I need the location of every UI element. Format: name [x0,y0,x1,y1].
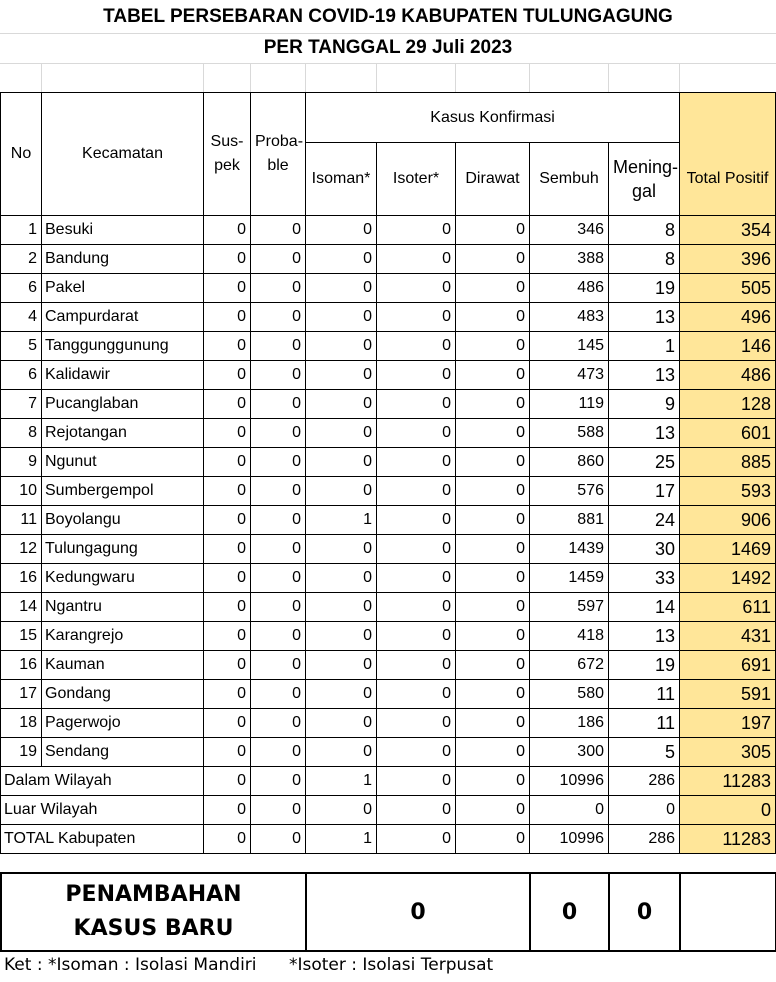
summary-sembuh: 10996 [530,767,609,796]
row-sembuh: 881 [530,506,609,535]
row-no: 18 [1,709,42,738]
row-dirawat: 0 [456,535,530,564]
row-meninggal: 13 [609,419,680,448]
table-row [1,448,776,477]
row-no: 5 [1,332,42,361]
row-sembuh: 300 [530,738,609,767]
row-suspek: 0 [204,448,251,477]
row-kecamatan: Tulungagung [42,535,204,564]
blank-gridline-v [305,63,306,92]
row-kecamatan: Bandung [42,245,204,274]
row-probable: 0 [251,448,306,477]
penambahan-table [0,872,776,952]
row-isoman: 1 [306,506,377,535]
row-isoter: 0 [377,361,456,390]
row-kecamatan: Pakel [42,274,204,303]
row-isoter: 0 [377,274,456,303]
row-meninggal: 8 [609,245,680,274]
table-row [1,593,776,622]
row-no: 6 [1,274,42,303]
table-row [1,651,776,680]
row-kecamatan: Tanggunggunung [42,332,204,361]
row-no: 17 [1,680,42,709]
blank-gridline-v [250,63,251,92]
table-row [1,245,776,274]
row-dirawat: 0 [456,332,530,361]
blank-gridline-v [376,63,377,92]
row-no: 4 [1,303,42,332]
row-meninggal: 19 [609,274,680,303]
summary-sembuh: 10996 [530,825,609,854]
row-isoter: 0 [377,390,456,419]
row-meninggal: 19 [609,651,680,680]
row-suspek: 0 [204,419,251,448]
row-isoter: 0 [377,419,456,448]
blank-gridline-v [679,63,680,92]
row-probable: 0 [251,274,306,303]
row-probable: 0 [251,738,306,767]
row-probable: 0 [251,332,306,361]
row-kecamatan: Rejotangan [42,419,204,448]
penambahan-total [680,873,776,951]
summary-isoman: 1 [306,825,377,854]
table-row [1,419,776,448]
row-meninggal: 11 [609,680,680,709]
row-suspek: 0 [204,709,251,738]
row-no: 6 [1,361,42,390]
header-meninggal: Mening-gal [609,143,680,216]
row-isoman: 0 [306,390,377,419]
table-row [1,216,776,245]
summary-probable: 0 [251,825,306,854]
row-suspek: 0 [204,564,251,593]
row-no: 14 [1,593,42,622]
blank-gridline [0,63,776,64]
row-meninggal: 33 [609,564,680,593]
row-isoman: 0 [306,709,377,738]
table-subtitle: PER TANGGAL 29 Juli 2023 [263,37,513,58]
row-isoman: 0 [306,622,377,651]
row-isoman: 0 [306,448,377,477]
header-suspek: Sus-pek [204,93,251,216]
summary-meninggal: 0 [609,796,680,825]
table-row [1,680,776,709]
row-sembuh: 588 [530,419,609,448]
row-sembuh: 483 [530,303,609,332]
penambahan-label [1,873,306,951]
blank-gridline-v [608,63,609,92]
row-total-positif: 593 [680,477,776,506]
row-suspek: 0 [204,216,251,245]
row-meninggal: 9 [609,390,680,419]
row-isoman: 0 [306,738,377,767]
row-probable: 0 [251,535,306,564]
row-no: 7 [1,390,42,419]
row-meninggal: 1 [609,332,680,361]
row-dirawat: 0 [456,680,530,709]
row-total-positif: 591 [680,680,776,709]
row-meninggal: 17 [609,477,680,506]
row-total-positif: 146 [680,332,776,361]
row-kecamatan: Karangrejo [42,622,204,651]
row-sembuh: 145 [530,332,609,361]
row-kecamatan: Kalidawir [42,361,204,390]
row-total-positif: 1492 [680,564,776,593]
row-isoman: 0 [306,303,377,332]
row-meninggal: 8 [609,216,680,245]
header-kasus-konfirmasi: Kasus Konfirmasi [306,93,680,143]
row-kecamatan: Pagerwojo [42,709,204,738]
blank-gridline-v [455,63,456,92]
header-no: No [1,93,42,216]
row-dirawat: 0 [456,506,530,535]
row-dirawat: 0 [456,477,530,506]
row-meninggal: 13 [609,622,680,651]
blank-gridline-v [529,63,530,92]
row-suspek: 0 [204,477,251,506]
row-probable: 0 [251,419,306,448]
row-dirawat: 0 [456,274,530,303]
penambahan-label-line2: KASUS BARU [73,916,234,941]
covid-table [0,92,776,854]
row-meninggal: 13 [609,303,680,332]
row-dirawat: 0 [456,245,530,274]
row-dirawat: 0 [456,651,530,680]
row-kecamatan: Sumbergempol [42,477,204,506]
row-total-positif: 1469 [680,535,776,564]
summary-meninggal: 286 [609,767,680,796]
penambahan-isoman: 0 [306,873,530,951]
row-suspek: 0 [204,361,251,390]
header-total-positif-top [680,93,776,143]
row-sembuh: 580 [530,680,609,709]
footnote [4,955,493,975]
row-suspek: 0 [204,245,251,274]
summary-isoter: 0 [377,825,456,854]
row-probable: 0 [251,593,306,622]
row-sembuh: 473 [530,361,609,390]
row-suspek: 0 [204,535,251,564]
summary-total-positif: 0 [680,796,776,825]
row-no: 8 [1,419,42,448]
row-probable: 0 [251,680,306,709]
row-isoman: 0 [306,535,377,564]
row-meninggal: 5 [609,738,680,767]
row-total-positif: 691 [680,651,776,680]
row-sembuh: 119 [530,390,609,419]
table-row [1,738,776,767]
row-isoter: 0 [377,564,456,593]
penambahan-label-line1: PENAMBAHAN [65,882,242,907]
row-suspek: 0 [204,680,251,709]
row-meninggal: 11 [609,709,680,738]
row-probable: 0 [251,245,306,274]
row-dirawat: 0 [456,564,530,593]
row-kecamatan: Besuki [42,216,204,245]
row-kecamatan: Gondang [42,680,204,709]
row-probable: 0 [251,651,306,680]
row-sembuh: 576 [530,477,609,506]
table-row [1,332,776,361]
row-meninggal: 14 [609,593,680,622]
summary-meninggal: 286 [609,825,680,854]
table-row [1,274,776,303]
row-isoman: 0 [306,477,377,506]
row-suspek: 0 [204,622,251,651]
row-probable: 0 [251,564,306,593]
row-isoman: 0 [306,593,377,622]
summary-label: TOTAL Kabupaten [1,825,204,854]
row-suspek: 0 [204,593,251,622]
summary-isoman: 0 [306,796,377,825]
row-no: 12 [1,535,42,564]
header-isoman: Isoman* [306,143,377,216]
row-total-positif: 396 [680,245,776,274]
row-kecamatan: Pucanglaban [42,390,204,419]
header-dirawat: Dirawat [456,143,530,216]
blank-gridline-v [203,63,204,92]
summary-label: Luar Wilayah [1,796,204,825]
row-total-positif: 128 [680,390,776,419]
row-dirawat: 0 [456,709,530,738]
summary-total-positif: 11283 [680,767,776,796]
summary-row [1,767,776,796]
row-total-positif: 197 [680,709,776,738]
blank-gridline-v [41,63,42,92]
row-kecamatan: Kauman [42,651,204,680]
row-kecamatan: Ngantru [42,593,204,622]
row-total-positif: 486 [680,361,776,390]
row-no: 15 [1,622,42,651]
row-sembuh: 486 [530,274,609,303]
row-kecamatan: Ngunut [42,448,204,477]
row-suspek: 0 [204,651,251,680]
row-isoman: 0 [306,680,377,709]
table-row [1,506,776,535]
row-no: 16 [1,564,42,593]
row-dirawat: 0 [456,738,530,767]
row-dirawat: 0 [456,303,530,332]
summary-sembuh: 0 [530,796,609,825]
row-total-positif: 496 [680,303,776,332]
row-isoman: 0 [306,245,377,274]
summary-suspek: 0 [204,767,251,796]
row-dirawat: 0 [456,593,530,622]
row-suspek: 0 [204,274,251,303]
row-probable: 0 [251,303,306,332]
row-kecamatan: Kedungwaru [42,564,204,593]
summary-probable: 0 [251,796,306,825]
table-row [1,303,776,332]
row-probable: 0 [251,622,306,651]
row-suspek: 0 [204,506,251,535]
row-dirawat: 0 [456,390,530,419]
row-isoter: 0 [377,680,456,709]
row-probable: 0 [251,477,306,506]
row-probable: 0 [251,390,306,419]
row-sembuh: 1439 [530,535,609,564]
row-probable: 0 [251,216,306,245]
row-isoter: 0 [377,245,456,274]
table-body [1,216,776,854]
row-sembuh: 418 [530,622,609,651]
row-isoman: 0 [306,361,377,390]
table-row [1,622,776,651]
row-dirawat: 0 [456,448,530,477]
header-probable: Proba-ble [251,93,306,216]
row-isoter: 0 [377,651,456,680]
row-isoman: 0 [306,651,377,680]
row-isoter: 0 [377,535,456,564]
summary-dirawat: 0 [456,825,530,854]
row-suspek: 0 [204,390,251,419]
table-row [1,535,776,564]
header-kecamatan: Kecamatan [42,93,204,216]
table-row [1,564,776,593]
row-sembuh: 186 [530,709,609,738]
row-sembuh: 388 [530,245,609,274]
row-total-positif: 505 [680,274,776,303]
row-no: 9 [1,448,42,477]
row-dirawat: 0 [456,419,530,448]
row-meninggal: 24 [609,506,680,535]
summary-dirawat: 0 [456,796,530,825]
row-isoter: 0 [377,303,456,332]
summary-suspek: 0 [204,825,251,854]
footnote-isoman: Ket : *Isoman : Isolasi Mandiri [4,955,257,975]
row-total-positif: 906 [680,506,776,535]
row-no: 10 [1,477,42,506]
table-header [1,93,776,216]
summary-suspek: 0 [204,796,251,825]
row-total-positif: 305 [680,738,776,767]
row-kecamatan: Boyolangu [42,506,204,535]
row-probable: 0 [251,361,306,390]
row-kecamatan: Campurdarat [42,303,204,332]
row-probable: 0 [251,709,306,738]
row-isoman: 0 [306,419,377,448]
table-row [1,361,776,390]
footnote-isoter: *Isoter : Isolasi Terpusat [288,955,494,975]
row-suspek: 0 [204,303,251,332]
summary-probable: 0 [251,767,306,796]
row-total-positif: 431 [680,622,776,651]
row-sembuh: 346 [530,216,609,245]
row-isoter: 0 [377,216,456,245]
row-no: 16 [1,651,42,680]
row-no: 2 [1,245,42,274]
header-sembuh: Sembuh [530,143,609,216]
row-isoter: 0 [377,738,456,767]
row-suspek: 0 [204,332,251,361]
row-sembuh: 597 [530,593,609,622]
row-isoter: 0 [377,477,456,506]
summary-isoman: 1 [306,767,377,796]
penambahan-meninggal: 0 [609,873,680,951]
row-isoter: 0 [377,709,456,738]
summary-label: Dalam Wilayah [1,767,204,796]
table-title: TABEL PERSEBARAN COVID-19 KABUPATEN TULUNGAGUNG [0,1,776,34]
row-sembuh: 1459 [530,564,609,593]
row-sembuh: 860 [530,448,609,477]
row-meninggal: 30 [609,535,680,564]
row-isoter: 0 [377,332,456,361]
row-isoter: 0 [377,506,456,535]
row-suspek: 0 [204,738,251,767]
penambahan-sembuh: 0 [530,873,609,951]
row-isoman: 0 [306,216,377,245]
row-dirawat: 0 [456,216,530,245]
row-kecamatan: Sendang [42,738,204,767]
row-isoter: 0 [377,622,456,651]
row-dirawat: 0 [456,622,530,651]
row-isoman: 0 [306,332,377,361]
row-isoter: 0 [377,593,456,622]
row-meninggal: 25 [609,448,680,477]
row-isoman: 0 [306,564,377,593]
table-row [1,390,776,419]
row-isoman: 0 [306,274,377,303]
row-no: 1 [1,216,42,245]
row-total-positif: 885 [680,448,776,477]
row-isoter: 0 [377,448,456,477]
row-total-positif: 611 [680,593,776,622]
table-row [1,709,776,738]
row-total-positif: 354 [680,216,776,245]
header-total-positif: Total Positif [680,143,776,216]
row-total-positif: 601 [680,419,776,448]
summary-isoter: 0 [377,767,456,796]
row-no: 19 [1,738,42,767]
row-meninggal: 13 [609,361,680,390]
table-row [1,477,776,506]
header-isoter: Isoter* [377,143,456,216]
row-dirawat: 0 [456,361,530,390]
summary-isoter: 0 [377,796,456,825]
row-probable: 0 [251,506,306,535]
row-no: 11 [1,506,42,535]
row-sembuh: 672 [530,651,609,680]
summary-row [1,825,776,854]
summary-row [1,796,776,825]
summary-total-positif: 11283 [680,825,776,854]
summary-dirawat: 0 [456,767,530,796]
